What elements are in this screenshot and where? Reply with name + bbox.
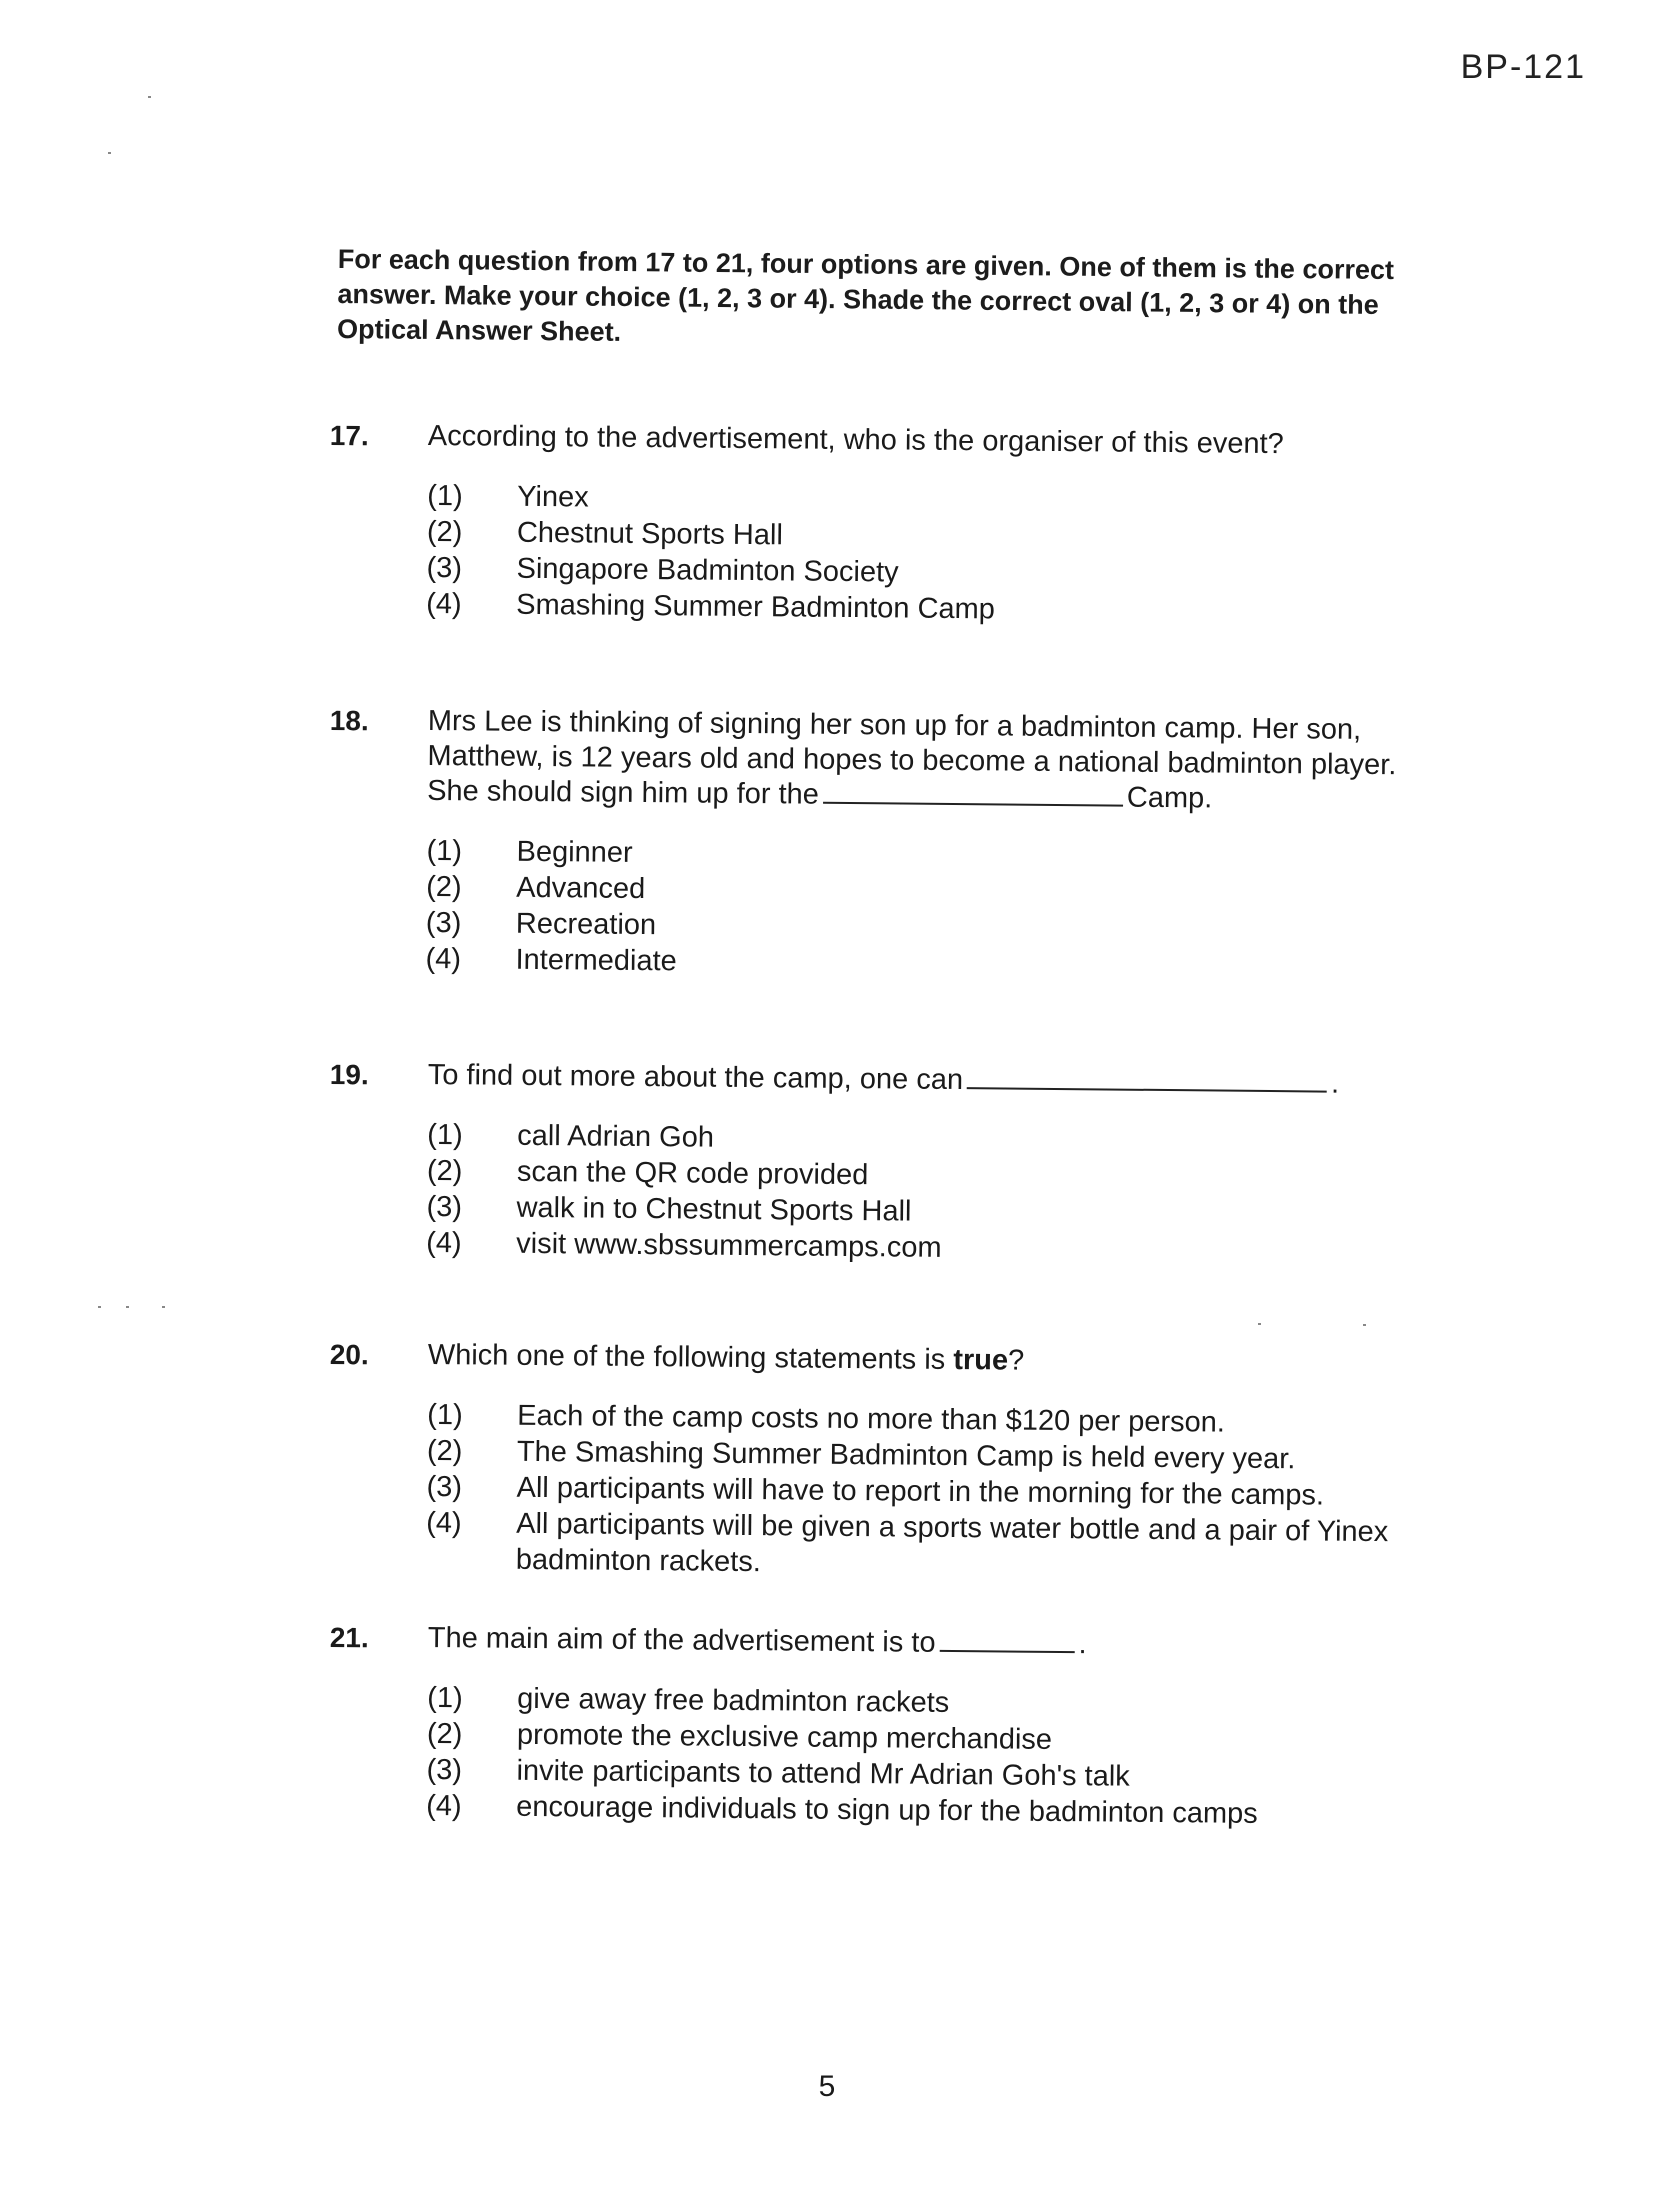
option-number: (2) bbox=[426, 515, 463, 549]
option-number: (1) bbox=[427, 1398, 463, 1432]
scan-speck bbox=[1258, 1323, 1261, 1325]
option-number: (2) bbox=[426, 870, 462, 904]
option-text: give away free badminton rackets bbox=[517, 1682, 950, 1719]
page-number: 5 bbox=[818, 2070, 836, 2103]
option-text: All participants will have to report in the morning for the camps. bbox=[516, 1471, 1325, 1512]
question-21 bbox=[328, 1620, 1450, 1834]
option-text: invite participants to attend Mr Adrian Goh's talk bbox=[516, 1754, 1130, 1793]
question-20 bbox=[328, 1337, 1450, 1587]
question-19 bbox=[328, 1057, 1450, 1271]
option-text: Yinex bbox=[517, 480, 589, 514]
question-stem: To find out more about the camp, one can . bbox=[427, 1058, 1340, 1100]
question-17 bbox=[328, 418, 1450, 632]
option-number: (3) bbox=[426, 551, 463, 585]
option-text: Smashing Summer Badminton Camp bbox=[516, 588, 996, 626]
scan-speck bbox=[162, 1306, 165, 1308]
option-number: (1) bbox=[426, 834, 463, 868]
option-text: All participants will be given a sports water bottle and a pair of Yinex badminton rackets. bbox=[515, 1507, 1389, 1579]
option-number: (4) bbox=[426, 1789, 462, 1823]
option-text: Chestnut Sports Hall bbox=[516, 516, 784, 552]
scan-speck bbox=[108, 152, 111, 154]
option-text: Intermediate bbox=[515, 943, 677, 978]
option-number: (4) bbox=[426, 587, 462, 621]
question-18 bbox=[327, 703, 1450, 987]
option-number: (3) bbox=[425, 906, 462, 940]
answer-blank bbox=[823, 778, 1123, 807]
scan-speck bbox=[1363, 1324, 1366, 1326]
question-number: 21. bbox=[329, 1621, 369, 1654]
options-list bbox=[426, 1680, 1449, 1834]
option-text: Each of the camp costs no more than $120 per person. bbox=[517, 1399, 1226, 1439]
option-number: (3) bbox=[426, 1753, 463, 1787]
question-number: 18. bbox=[329, 704, 369, 737]
option-number: (3) bbox=[426, 1470, 463, 1504]
option-number: (4) bbox=[426, 1506, 462, 1540]
question-stem: According to the advertisement, who is the organiser of this event? bbox=[427, 419, 1284, 461]
option-number: (1) bbox=[427, 479, 463, 513]
option-number: (2) bbox=[426, 1434, 463, 1468]
option-text: scan the QR code provided bbox=[516, 1155, 869, 1192]
option-number: (2) bbox=[426, 1154, 463, 1188]
scan-speck bbox=[148, 96, 151, 98]
option-number: (2) bbox=[426, 1717, 463, 1751]
option-number: (4) bbox=[426, 1226, 462, 1260]
question-stem: The main aim of the advertisement is to . bbox=[427, 1621, 1087, 1661]
option-text: Advanced bbox=[516, 871, 646, 906]
emphasis-word: true bbox=[953, 1343, 1009, 1377]
options-list bbox=[425, 833, 1448, 987]
option-text: Beginner bbox=[516, 835, 633, 869]
scan-speck bbox=[98, 1306, 101, 1308]
option-text: walk in to Chestnut Sports Hall bbox=[516, 1191, 912, 1228]
question-number: 19. bbox=[329, 1058, 369, 1091]
question-number: 20. bbox=[329, 1338, 369, 1371]
option-text: Singapore Badminton Society bbox=[516, 552, 899, 589]
question-number: 17. bbox=[329, 419, 369, 452]
question-stem: Which one of the following statements is true? bbox=[427, 1338, 1025, 1377]
option-number: (3) bbox=[426, 1190, 463, 1224]
option-text: visit www.sbssummercamps.com bbox=[516, 1227, 942, 1264]
option-text: The Smashing Summer Badminton Camp is held every year. bbox=[516, 1435, 1296, 1476]
option-4[interactable] bbox=[426, 1505, 1449, 1587]
options-list bbox=[426, 478, 1449, 632]
option-text: Recreation bbox=[515, 907, 657, 942]
paper-code: BP-121 bbox=[1460, 48, 1586, 86]
options-list bbox=[426, 1117, 1449, 1271]
options-list bbox=[426, 1397, 1450, 1587]
option-number: (1) bbox=[427, 1118, 463, 1152]
instructions-text: For each question from 17 to 21, four options are given. One of them is the correct answer. Make your choice (1, 2, 3 or 4). Shade the correct oval (1, 2, 3 or 4) on the Optical Answer Sheet. bbox=[336, 243, 1395, 347]
answer-blank bbox=[939, 1626, 1074, 1653]
scan-speck bbox=[126, 1306, 129, 1308]
option-number: (4) bbox=[425, 942, 462, 976]
option-text: promote the exclusive camp merchandise bbox=[516, 1718, 1053, 1756]
option-text: call Adrian Goh bbox=[517, 1119, 715, 1154]
answer-blank bbox=[967, 1063, 1327, 1092]
question-stem: Mrs Lee is thinking of signing her son up for a badminton camp. Her son, Matthew, is 12 years old and hopes to become a national badminton player. She should sign him up for the Camp. bbox=[427, 704, 1397, 815]
option-text: encourage individuals to sign up for the badminton camps bbox=[516, 1790, 1258, 1830]
option-number: (1) bbox=[427, 1681, 463, 1715]
